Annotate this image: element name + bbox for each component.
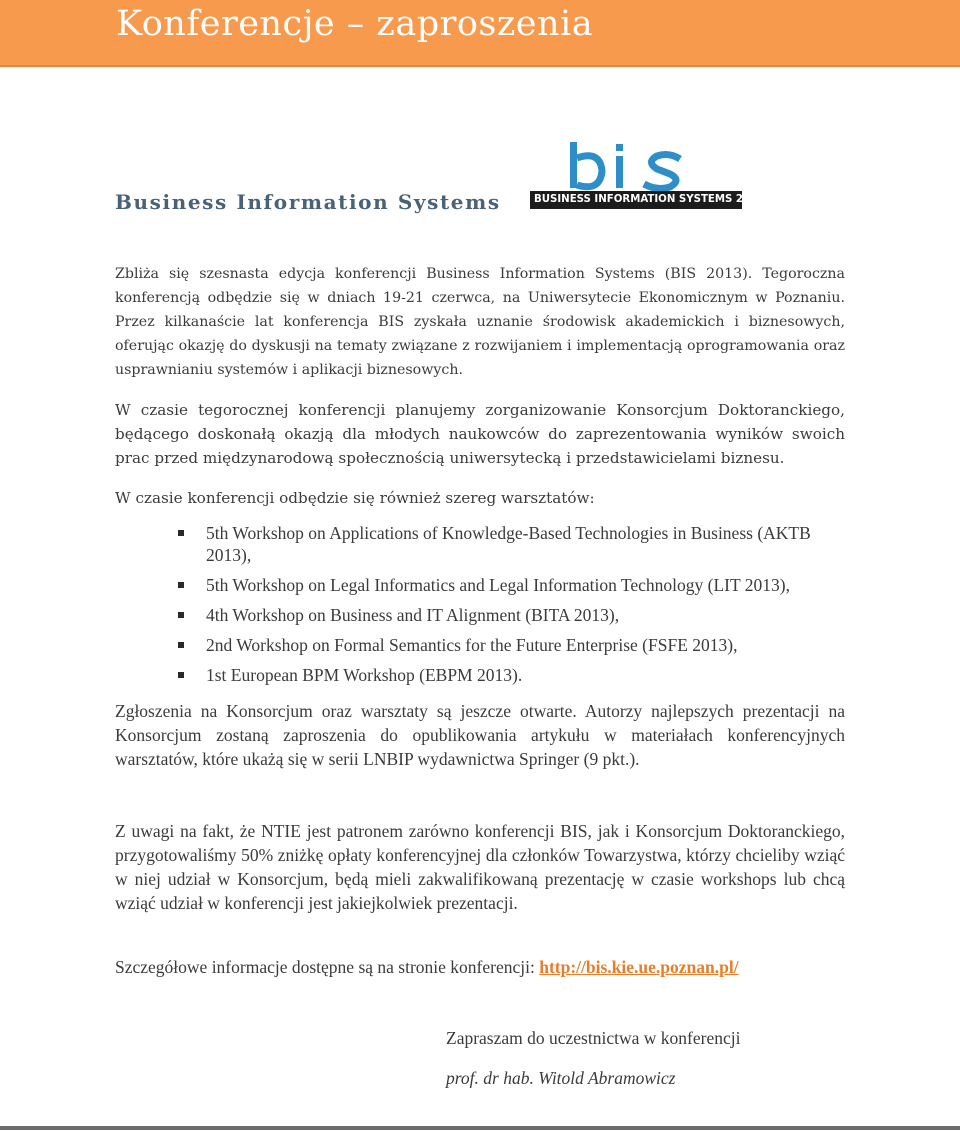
header-banner	[0, 0, 960, 67]
workshop-list	[178, 522, 858, 686]
discount-paragraph: Z uwagi na fakt, że NTIE jest patronem zarówno konferencji BIS, jak i Konsorcjum Doktoranckiego, przygotowaliśmy 50% zniżkę opłaty konferencyjnej dla członków Towarzystwa, którzy chcieliby wziąć w niej udział w Konsorcjum, będą mieli zakwalifikowaną prezentację w czasie workshops lub chcą wziąć udział w konferencji jest jakiejkolwiek prezentacji.	[115, 821, 845, 913]
bis-logo	[530, 138, 765, 220]
list-item: 1st European BPM Workshop (EBPM 2013).	[178, 664, 858, 686]
intro-paragraph: Zbliża się szesnasta edycja konferencji Business Information Systems (BIS 2013). Tegoroczna konferencją odbędzie się w dniach 19-21 czerwca, na Uniwersytecie Ekonomicznym w Poznaniu. Przez kilkanaście lat konferencja BIS zyskała uznanie środowisk akademickich i biznesowych, oferując okazję do dyskusji na tematy związane z rozwijaniem i implementacją oprogramowania oraz usprawnianiu systemów i aplikacji biznesowych.	[115, 266, 845, 378]
bullet-icon	[178, 672, 184, 678]
page-title: Konferencje – zaproszenia	[116, 4, 594, 44]
conference-link[interactable]: http://bis.kie.ue.poznan.pl/	[539, 957, 739, 977]
consortium-paragraph: W czasie tegorocznej konferencji planujemy zorganizowanie Konsorcjum Doktoranckiego, będącego doskonałą okazją dla młodych naukowców do zaprezentowania wyników swoich prac przed międzynarodową społecznością uniwersytecką i przedstawicielami biznesu.	[115, 401, 845, 467]
list-item: 4th Workshop on Business and IT Alignment (BITA 2013),	[178, 604, 858, 626]
logo-bar-text: BUSINESS INFORMATION SYSTEMS 2013	[534, 194, 765, 205]
bullet-icon	[178, 530, 184, 536]
signature-name: prof. dr hab. Witold Abramowicz	[446, 1068, 676, 1088]
invitation-text: Zapraszam do uczestnictwa w konferencji	[446, 1028, 741, 1048]
bullet-icon	[178, 642, 184, 648]
list-item: 5th Workshop on Applications of Knowledge-Based Technologies in Business (AKTB 2013),	[178, 522, 858, 566]
bullet-icon	[178, 582, 184, 588]
bis-wordmark-icon	[530, 138, 742, 194]
list-item: 5th Workshop on Legal Informatics and Legal Information Technology (LIT 2013),	[178, 574, 858, 596]
conference-heading: Business Information Systems	[115, 190, 501, 214]
details-text: Szczegółowe informacje dostępne są na stronie konferencji:	[115, 957, 535, 977]
submissions-paragraph: Zgłoszenia na Konsorcjum oraz warsztaty są jeszcze otwarte. Autorzy najlepszych prezentacji na Konsorcjum zostaną zaproszenia do opublikowania artykułu w materiałach konferencyjnych warsztatów, które ukażą się w serii LNBIP wydawnictwa Springer (9 pkt.).	[115, 701, 845, 769]
bullet-icon	[178, 612, 184, 618]
footer-divider	[0, 1126, 960, 1130]
list-item: 2nd Workshop on Formal Semantics for the Future Enterprise (FSFE 2013),	[178, 634, 858, 656]
workshops-intro: W czasie konferencji odbędzie się również szereg warsztatów:	[115, 489, 595, 507]
details-paragraph	[115, 955, 845, 979]
